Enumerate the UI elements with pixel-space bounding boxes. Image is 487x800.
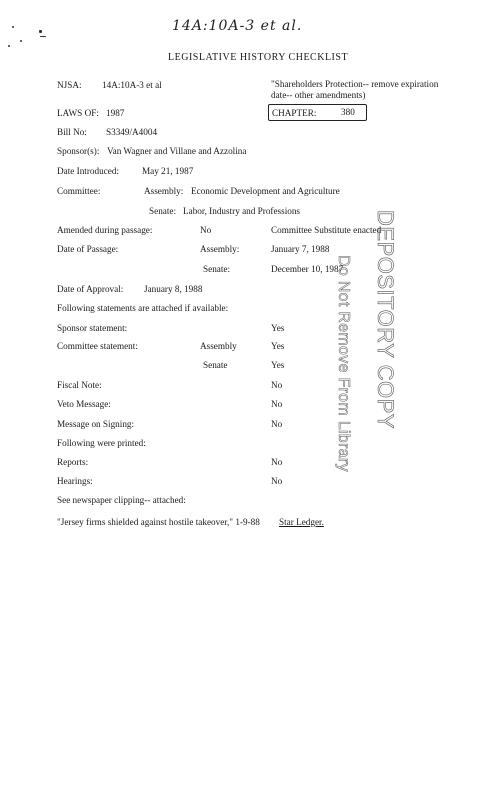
passage-label: Date of Passage:	[57, 244, 119, 254]
date-introduced-label: Date Introduced:	[57, 166, 119, 176]
sponsor-statement-value: Yes	[271, 323, 285, 333]
hearings-value: No	[271, 476, 283, 486]
scan-speck	[8, 45, 10, 47]
sponsor-label: Sponsor(s):	[57, 146, 100, 156]
following-attached-heading: Following statements are attached if available:	[57, 303, 229, 313]
passage-assembly-value: January 7, 1988	[271, 244, 330, 254]
laws-of-value: 1987	[106, 108, 125, 118]
scan-speck	[40, 36, 46, 37]
njsa-label: NJSA:	[57, 80, 82, 90]
message-signing-label: Message on Signing:	[57, 419, 135, 429]
committee-label: Committee:	[57, 186, 101, 196]
clipping-source: Star Ledger.	[279, 517, 324, 527]
fiscal-note-value: No	[271, 380, 283, 390]
committee-statement-senate-value: Yes	[271, 360, 285, 370]
committee-statement-assembly-label: Assembly	[200, 341, 237, 351]
bill-no-value: S3349/A4004	[106, 127, 158, 137]
do-not-remove-stamp: Do Not Remove From Library	[335, 255, 352, 472]
committee-statement-senate-label: Senate	[203, 360, 228, 370]
approval-value: January 8, 1988	[144, 284, 203, 294]
veto-message-label: Veto Message:	[57, 399, 111, 409]
date-introduced-value: May 21, 1987	[142, 166, 194, 176]
passage-senate-value: December 10, 1987	[271, 264, 344, 274]
depository-copy-stamp: DEPOSITORY COPY	[373, 210, 398, 430]
bill-description: "Shareholders Protection-- remove expiration date-- other amendments)	[271, 79, 439, 100]
chapter-label: CHAPTER:	[272, 108, 317, 118]
committee-senate-label: Senate:	[149, 206, 177, 216]
amended-value: No	[200, 225, 212, 235]
reports-value: No	[271, 457, 283, 467]
handwritten-note: 14A:10A-3 et al.	[172, 18, 303, 34]
amended-label: Amended during passage:	[57, 225, 153, 235]
veto-message-value: No	[271, 399, 283, 409]
clipping-note: See newspaper clipping-- attached:	[57, 495, 186, 505]
scan-speck	[39, 30, 42, 33]
amended-note: Committee Substitute enacted	[271, 225, 382, 235]
passage-assembly-label: Assembly:	[200, 244, 240, 254]
scan-speck	[12, 26, 14, 28]
sponsor-value: Van Wagner and Villane and Azzolina	[107, 146, 247, 156]
sponsor-statement-label: Sponsor statement:	[57, 323, 128, 333]
committee-assembly-label: Assembly:	[144, 186, 184, 196]
passage-senate-label: Senate:	[203, 264, 231, 274]
committee-statement-assembly-value: Yes	[271, 341, 285, 351]
chapter-value: 380	[341, 107, 355, 117]
chapter-box	[268, 104, 367, 121]
page-title: LEGISLATIVE HISTORY CHECKLIST	[168, 52, 349, 63]
committee-senate-value: Labor, Industry and Professions	[183, 206, 301, 216]
following-printed-heading: Following were printed:	[57, 438, 146, 448]
njsa-value: 14A:10A-3 et al	[102, 80, 162, 90]
fiscal-note-label: Fiscal Note:	[57, 380, 102, 390]
bill-no-label: Bill No:	[57, 127, 87, 137]
approval-label: Date of Approval:	[57, 284, 124, 294]
clipping-headline: "Jersey firms shielded against hostile takeover," 1-9-88	[57, 517, 260, 527]
reports-label: Reports:	[57, 457, 89, 467]
scan-speck	[20, 40, 22, 42]
hearings-label: Hearings:	[57, 476, 93, 486]
message-signing-value: No	[271, 419, 283, 429]
committee-assembly-value: Economic Development and Agriculture	[191, 186, 340, 196]
committee-statement-label: Committee statement:	[57, 341, 138, 351]
laws-of-label: LAWS OF:	[57, 108, 99, 118]
